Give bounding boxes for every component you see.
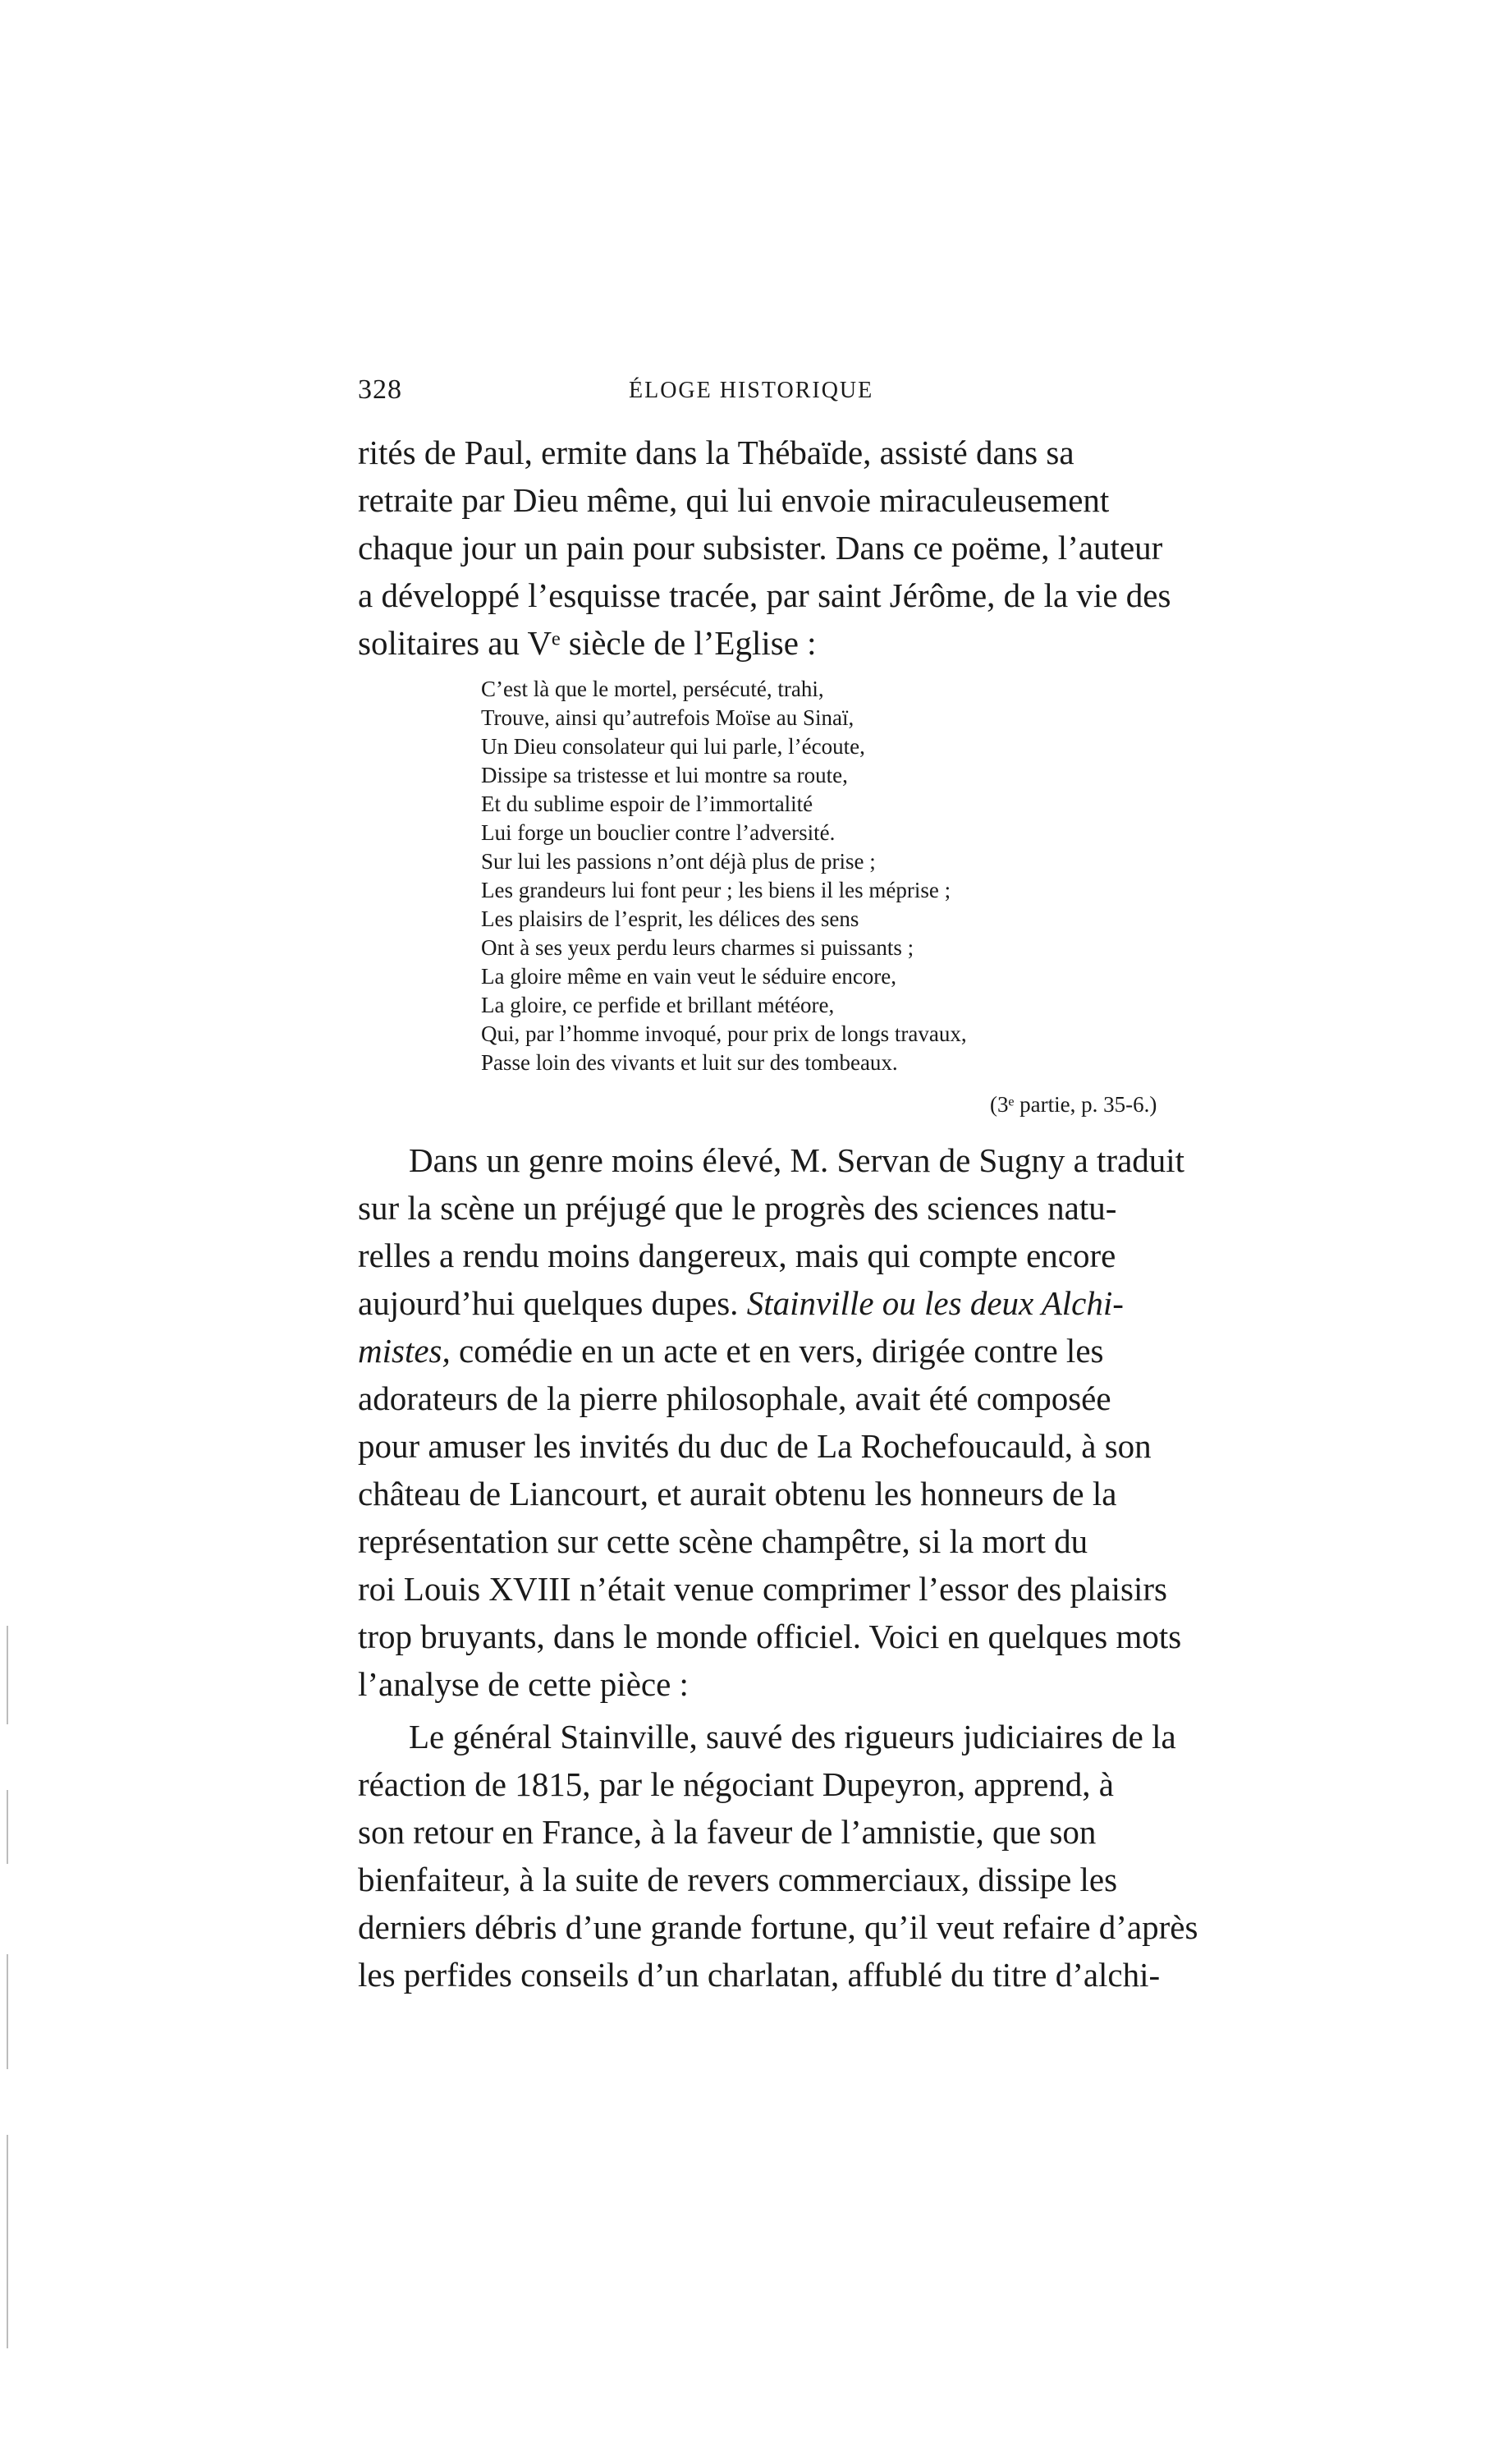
verse-line: Trouve, ainsi qu’autrefois Moïse au Sinaï,: [481, 705, 855, 730]
scan-edge-mark: [7, 1954, 8, 2069]
text-line: pour amuser les invités du duc de La Rochefoucauld, à son: [358, 1427, 1152, 1465]
page-number: 328: [358, 374, 402, 405]
plain-text: comédie en un acte et en vers, dirigée contre les: [459, 1332, 1104, 1370]
text-line: représentation sur cette scène champêtre, si la mort du: [358, 1522, 1088, 1560]
text-line: adorateurs de la pierre philosophale, avait été composée: [358, 1379, 1111, 1417]
verse-line: Les grandeurs lui font peur ; les biens il les méprise ;: [481, 878, 951, 902]
running-head: ÉLOGE HISTORIQUE: [629, 378, 874, 403]
verse-line: Lui forge un bouclier contre l’adversité.: [481, 820, 836, 845]
paragraph-3: [358, 1713, 1267, 1999]
text-line: relles a rendu moins dangereux, mais qui compte encore: [358, 1237, 1116, 1274]
paragraph-2: [358, 1136, 1267, 1708]
text-line: [358, 1327, 1267, 1375]
text-line: a développé l’esquisse tracée, par saint Jérôme, de la vie des: [358, 576, 1171, 614]
verse-line: La gloire, ce perfide et brillant météore,: [481, 993, 835, 1017]
text-line: Le général Stainville, sauvé des rigueurs judiciaires de la: [409, 1718, 1176, 1756]
text-line: trop bruyants, dans le monde officiel. Voici en quelques mots: [358, 1618, 1182, 1655]
verse-line: Et du sublime espoir de l’immortalité: [481, 792, 813, 816]
verse-quotation: [481, 675, 1220, 1077]
verse-line: Ont à ses yeux perdu leurs charmes si puissants ;: [481, 935, 914, 960]
text-line: [358, 1279, 1267, 1327]
page-header: [358, 374, 1285, 407]
plain-text: aujourd’hui quelques dupes.: [358, 1284, 739, 1322]
verse-line: Dissipe sa tristesse et lui montre sa route,: [481, 763, 848, 787]
verse-line: C’est là que le mortel, persécuté, trahi,: [481, 677, 824, 701]
scan-edge-mark: [7, 2135, 8, 2348]
text-line: Dans un genre moins élevé, M. Servan de Sugny a traduit: [409, 1141, 1185, 1179]
text-line: derniers débris d’une grande fortune, qu’il veut refaire d’après: [358, 1908, 1198, 1946]
text-line: chaque jour un pain pour subsister. Dans ce poëme, l’auteur: [358, 529, 1163, 567]
text-line: les perfides conseils d’un charlatan, affublé du titre d’alchi-: [358, 1956, 1161, 1994]
scan-edge-mark: [7, 1626, 8, 1724]
text-line: bienfaiteur, à la suite de revers commerciaux, dissipe les: [358, 1861, 1118, 1898]
verse-line: Qui, par l’homme invoqué, pour prix de longs travaux,: [481, 1021, 967, 1046]
text-line: réaction de 1815, par le négociant Dupeyron, apprend, à: [358, 1765, 1114, 1803]
scan-edge-mark: [7, 1790, 8, 1864]
text-line: solitaires au Vᵉ siècle de l’Eglise :: [358, 624, 817, 662]
text-line: château de Liancourt, et aurait obtenu les honneurs de la: [358, 1475, 1117, 1512]
work-title: mistes,: [358, 1332, 451, 1370]
verse-line: Passe loin des vivants et luit sur des tombeaux.: [481, 1050, 898, 1075]
text-line: rités de Paul, ermite dans la Thébaïde, assisté dans sa: [358, 434, 1074, 471]
verse-line: Un Dieu consolateur qui lui parle, l’écoute,: [481, 734, 865, 759]
verse-citation: (3ᵉ partie, p. 35-6.): [990, 1092, 1157, 1117]
text-line: sur la scène un préjugé que le progrès des sciences natu-: [358, 1189, 1117, 1227]
verse-line: Sur lui les passions n’ont déjà plus de prise ;: [481, 849, 876, 874]
text-line: roi Louis XVIII n’était venue comprimer l’essor des plaisirs: [358, 1570, 1168, 1608]
work-title: Stainville ou les deux Alchi-: [746, 1284, 1124, 1322]
paragraph-1: [358, 429, 1267, 667]
verse-line: Les plaisirs de l’esprit, les délices des sens: [481, 906, 859, 931]
text-line: retraite par Dieu même, qui lui envoie miraculeusement: [358, 481, 1110, 519]
text-line: son retour en France, à la faveur de l’amnistie, que son: [358, 1813, 1097, 1851]
verse-line: La gloire même en vain veut le séduire encore,: [481, 964, 897, 989]
text-line: l’analyse de cette pièce :: [358, 1665, 689, 1703]
